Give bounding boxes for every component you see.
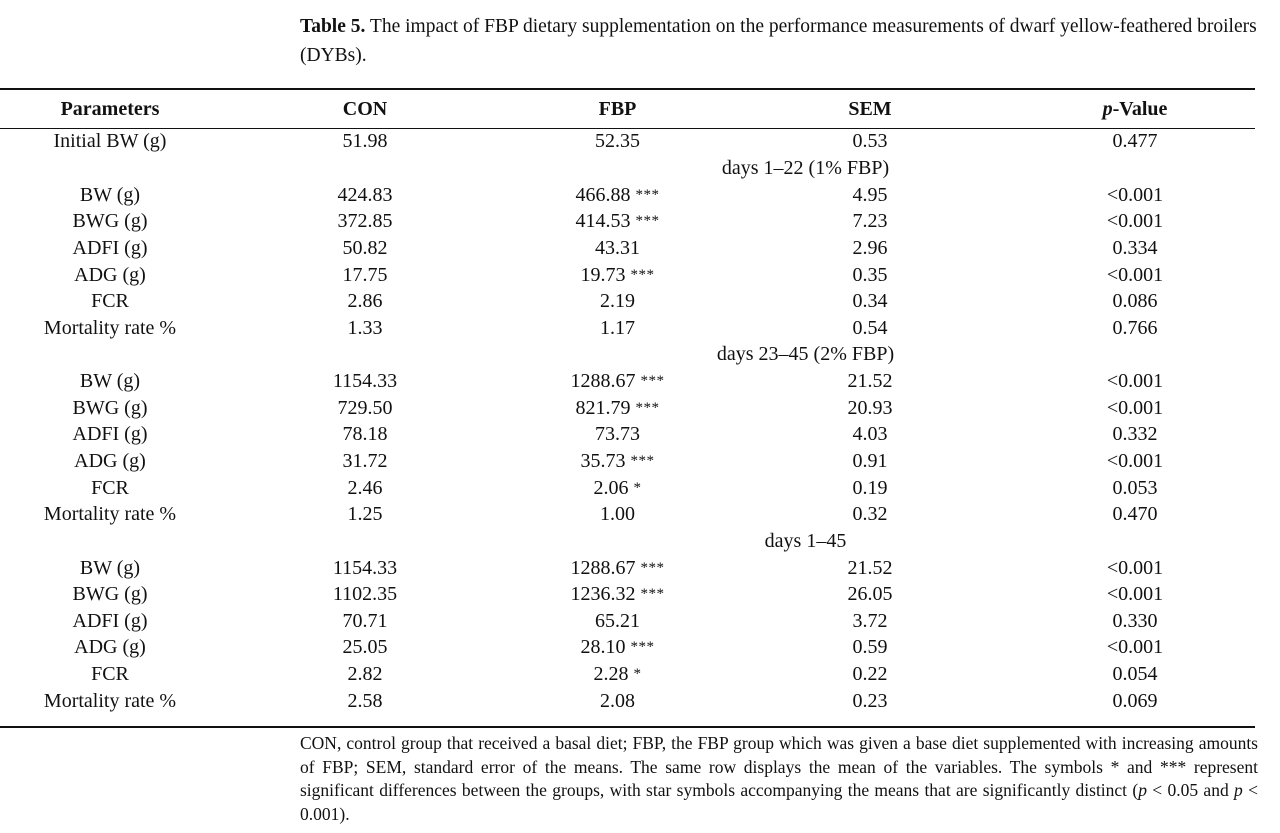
cell-fbp [510,208,725,235]
cell-fbp [510,448,725,475]
cell-con: 51.98 [342,130,388,153]
section-title: days 1–22 (1% FBP) [721,156,890,179]
performance-table [0,91,1255,714]
cell-sem: 3.72 [852,609,888,632]
table-row [0,501,1255,528]
significance-marker: * [633,479,642,496]
table-body [0,128,1255,714]
section-title: days 23–45 (2% FBP) [716,343,895,366]
cell-fbp-value: 65.21 [595,609,640,632]
cell-fbp-value: 43.31 [595,236,640,259]
cell-fbp [510,581,725,608]
cell-con: 372.85 [337,210,393,233]
cell-p: <0.001 [1106,583,1164,606]
cell-sem: 0.19 [852,476,888,499]
significance-marker: *** [635,186,660,203]
cell-fbp-value: 414.53 [575,210,631,233]
table-row [0,448,1255,475]
cell-fbp [510,608,725,635]
cell-sem: 0.32 [852,503,888,526]
cell-con: 1154.33 [332,370,398,393]
cell-label: ADFI (g) [72,609,148,632]
cell-fbp [510,235,725,262]
cell-fbp [510,394,725,421]
cell-fbp-value: 466.88 [575,183,631,206]
cell-p: 0.053 [1112,476,1158,499]
cell-label: BWG (g) [72,210,148,233]
section-row [0,155,1255,182]
cell-sem: 0.34 [852,290,888,313]
cell-fbp-value: 1.00 [600,503,635,526]
table-footnote [300,732,1258,826]
cell-p: <0.001 [1106,450,1164,472]
cell-fbp-value: 28.10 [580,636,626,659]
table-caption [300,12,1262,70]
section-row [0,528,1255,555]
cell-p: 0.477 [1112,130,1158,153]
caption-text: The impact of FBP dietary supplementation on the performance measurements of dwarf yellow-feathered broilers (DYBs). [300,16,1257,66]
cell-sem: 21.52 [847,370,893,393]
cell-fbp-value: 1288.67 [570,370,636,393]
cell-con: 78.18 [342,423,388,446]
cell-fbp [510,474,725,501]
significance-marker: *** [635,399,660,416]
cell-label: FCR [91,476,129,499]
header-fbp: FBP [598,98,637,120]
cell-con: 50.82 [342,236,388,259]
cell-p: <0.001 [1106,556,1164,579]
cell-label: BW (g) [79,556,141,579]
cell-label: ADFI (g) [72,236,148,259]
cell-label: ADFI (g) [72,423,148,446]
cell-sem: 7.23 [852,210,888,233]
table-row [0,608,1255,635]
cell-fbp [510,687,725,714]
header-parameters: Parameters [60,98,160,120]
cell-fbp: 52.35 [595,130,640,153]
table-row [0,581,1255,608]
table-row [0,687,1255,714]
cell-p: <0.001 [1106,636,1164,659]
header-con: CON [342,98,388,120]
cell-sem: 0.59 [852,636,888,659]
section-row [0,341,1255,368]
cell-fbp-value: 73.73 [595,423,640,446]
cell-sem: 0.35 [852,263,888,286]
cell-con: 1154.33 [332,556,398,579]
cell-label: ADG (g) [74,450,146,472]
header-sem: SEM [848,98,892,120]
cell-p: 0.470 [1112,503,1158,526]
cell-p: <0.001 [1106,263,1164,286]
header-p-italic: p [1102,98,1113,120]
significance-marker: *** [630,453,655,469]
cell-con: 17.75 [342,263,388,286]
cell-fbp [510,554,725,581]
cell-p: 0.334 [1112,236,1158,259]
caption-label: Table 5. [300,16,366,37]
cell-fbp [510,421,725,448]
table-row [0,181,1255,208]
cell-p: <0.001 [1106,396,1164,419]
cell-fbp-value: 2.28 [593,663,629,686]
cell-p: 0.332 [1112,423,1158,446]
cell-sem: 0.22 [852,663,888,686]
cell-fbp-value: 1236.32 [570,583,636,606]
cell-fbp [510,501,725,528]
footnote-text-3: < 0.001). [300,780,1258,824]
cell-con: 2.86 [347,290,383,313]
cell-fbp [510,368,725,395]
cell-fbp-value: 35.73 [580,450,626,472]
cell-label: Mortality rate % [43,503,177,526]
table-top-rule [0,88,1255,90]
table-header-row [0,91,1255,128]
significance-marker: * [633,666,642,683]
cell-sem: 4.95 [852,183,888,206]
section-title: days 1–45 [764,529,847,552]
cell-con: 25.05 [342,636,388,659]
table-row [0,368,1255,395]
cell-label: BWG (g) [72,396,148,419]
table-row-initial [0,128,1255,155]
cell-sem: 26.05 [847,583,893,606]
table-row [0,421,1255,448]
cell-fbp-value: 821.79 [575,396,631,419]
cell-fbp-value: 2.08 [600,689,635,712]
cell-fbp [510,661,725,688]
cell-fbp [510,261,725,288]
cell-sem: 0.91 [852,450,888,472]
table-row [0,554,1255,581]
cell-label: FCR [91,663,129,686]
cell-p: <0.001 [1106,370,1164,393]
cell-label: BWG (g) [72,583,148,606]
cell-sem: 0.23 [852,689,888,712]
cell-fbp [510,314,725,341]
header-p-value [1015,91,1255,128]
cell-fbp-value: 1288.67 [570,556,636,579]
significance-marker: *** [640,586,665,603]
header-p-suffix: -Value [1112,98,1168,120]
footnote-text-1: CON, control group that received a basal diet; FBP, the FBP group which was given a base diet supplemented with increasing amounts of FBP; SEM, standard error of the means. The same row displays the mean of the variables. The symbols * and *** represent significant differences between the groups, with star symbols accompanying the means that are significantly distinct ( [300,733,1258,800]
cell-fbp [510,181,725,208]
cell-label: ADG (g) [74,636,146,659]
cell-fbp [510,634,725,661]
table-row [0,314,1255,341]
cell-con: 2.82 [347,663,383,686]
table-row [0,261,1255,288]
cell-con: 729.50 [337,396,393,419]
cell-p: <0.001 [1106,210,1164,233]
significance-marker: *** [630,266,655,283]
footnote-p-2: p [1234,780,1243,800]
cell-label: BW (g) [79,183,141,206]
significance-marker: *** [635,213,660,230]
cell-label: BW (g) [79,370,141,393]
table-row [0,394,1255,421]
cell-con: 31.72 [342,450,388,472]
table-row [0,208,1255,235]
cell-fbp-value: 1.17 [600,316,635,339]
cell-con: 424.83 [337,183,393,206]
cell-sem: 0.53 [852,130,888,153]
cell-p: <0.001 [1106,183,1164,206]
table-bottom-rule [0,726,1255,728]
table-row [0,288,1255,315]
cell-fbp-value: 2.19 [600,290,635,313]
cell-label: Mortality rate % [43,689,177,712]
footnote-text-2: < 0.05 and [1146,780,1235,800]
significance-marker: *** [630,639,655,656]
cell-p: 0.766 [1112,316,1158,339]
significance-marker: *** [640,559,665,576]
cell-con: 1102.35 [332,583,398,606]
cell-label: Mortality rate % [43,316,177,339]
cell-sem: 0.54 [852,316,888,339]
cell-con: 1.33 [347,316,383,339]
footnote-p-1: p [1138,780,1147,800]
cell-con: 2.46 [347,476,383,499]
cell-fbp-value: 2.06 [593,476,629,499]
section-title-cell [0,528,1255,555]
section-title-cell [0,341,1255,368]
section-title-cell [0,155,1255,182]
cell-p: 0.086 [1112,290,1158,313]
cell-con: 70.71 [342,609,388,632]
table-row [0,474,1255,501]
cell-label: Initial BW (g) [53,130,167,153]
significance-marker: *** [640,373,665,390]
cell-label: ADG (g) [74,263,146,286]
cell-sem: 2.96 [852,236,888,259]
cell-fbp-value: 19.73 [580,263,626,286]
cell-label: FCR [91,290,129,313]
table-row [0,661,1255,688]
cell-sem: 21.52 [847,556,893,579]
cell-fbp [510,288,725,315]
table-row [0,634,1255,661]
cell-sem: 20.93 [847,396,893,419]
cell-sem: 4.03 [852,423,888,446]
cell-p: 0.054 [1112,663,1158,686]
cell-p: 0.330 [1112,609,1158,632]
cell-con: 2.58 [347,689,383,712]
cell-p: 0.069 [1112,689,1158,712]
table-row [0,235,1255,262]
cell-con: 1.25 [347,503,383,526]
